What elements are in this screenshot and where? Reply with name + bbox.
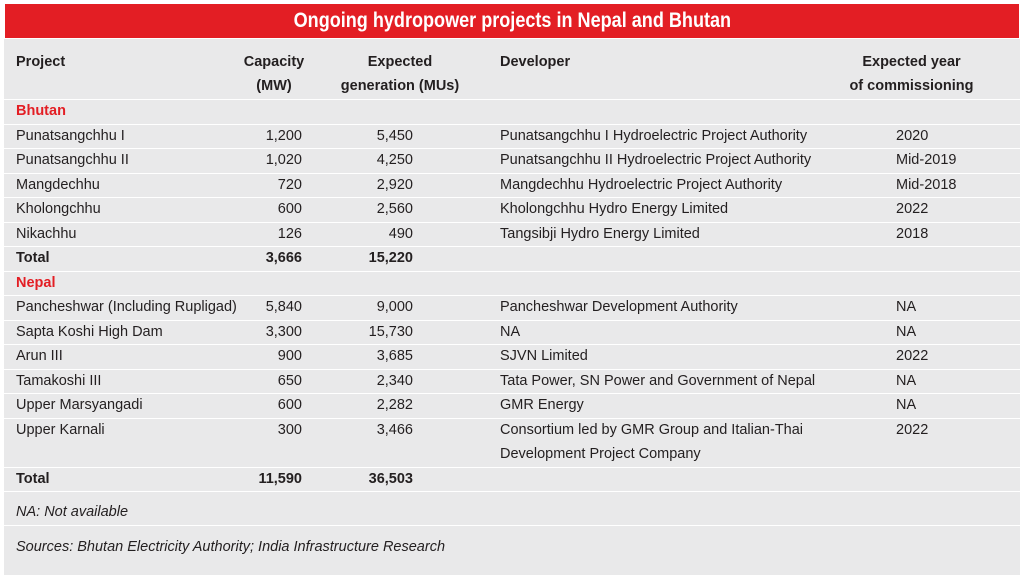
- project-name: Sapta Koshi High Dam: [16, 323, 163, 340]
- developer-name: Tangsibji Hydro Energy Limited: [500, 225, 700, 242]
- capacity-value: 300: [277, 421, 302, 438]
- developer-name: Pancheshwar Development Authority: [500, 299, 738, 315]
- header-generation-line2: generation (MUs): [340, 78, 460, 94]
- table-row: [4, 197, 1020, 221]
- project-name: Arun III: [16, 348, 63, 364]
- table-row: [4, 393, 1020, 417]
- commissioning-year: 2022: [896, 348, 929, 364]
- commissioning-year: 2020: [896, 127, 929, 144]
- generation-value: 15,730: [368, 323, 413, 340]
- commissioning-year: NA: [896, 397, 917, 413]
- sources-note: Sources: Bhutan Electricity Authority; India Infrastructure Research: [16, 539, 446, 555]
- generation-value: 4,250: [376, 152, 413, 168]
- total-generation: 36,503: [368, 470, 413, 487]
- project-name: Tamakoshi III: [16, 372, 102, 389]
- capacity-value: 1,200: [265, 127, 302, 144]
- capacity-value: 126: [277, 225, 302, 242]
- divider: [4, 525, 1020, 526]
- table-title: Ongoing hydropower projects in Nepal and Bhutan: [293, 9, 731, 32]
- developer-name: Tata Power, SN Power and Government of Nepal: [500, 372, 816, 389]
- developer-name: Punatsangchhu II Hydroelectric Project Authority: [500, 152, 812, 168]
- table-row: [4, 418, 1020, 467]
- table-row: [4, 344, 1020, 368]
- table-row: [4, 369, 1020, 393]
- total-label: Total: [16, 470, 50, 487]
- section-row-nepal: [4, 271, 1020, 295]
- header-generation-line1: Expected: [367, 54, 433, 70]
- commissioning-year: 2022: [896, 201, 929, 217]
- header-year-line1: Expected year: [862, 54, 961, 70]
- capacity-value: 650: [277, 372, 302, 389]
- header-developer: Developer: [500, 54, 571, 70]
- project-name: Kholongchhu: [16, 201, 101, 217]
- capacity-value: 3,300: [265, 323, 302, 340]
- header-project: Project: [16, 54, 66, 70]
- header-year-line2: of commissioning: [849, 78, 974, 94]
- commissioning-year: Mid-2019: [896, 152, 957, 168]
- project-name: Pancheshwar (Including Rupligad): [16, 299, 237, 315]
- table-row: [4, 222, 1020, 246]
- generation-value: 2,340: [376, 372, 413, 389]
- table-row: [4, 295, 1020, 319]
- developer-name: SJVN Limited: [500, 348, 588, 364]
- commissioning-year: 2022: [896, 421, 929, 438]
- generation-value: 5,450: [376, 127, 413, 144]
- capacity-value: 1,020: [265, 152, 302, 168]
- generation-value: 9,000: [376, 299, 413, 315]
- section-label: Bhutan: [16, 103, 66, 119]
- total-capacity: 3,666: [265, 250, 302, 266]
- capacity-value: 600: [277, 201, 302, 217]
- section-row-bhutan: [4, 99, 1020, 123]
- section-label: Nepal: [16, 274, 56, 291]
- divider: [4, 491, 1020, 492]
- total-row-nepal: [4, 467, 1020, 491]
- project-name: Upper Marsyangadi: [16, 397, 143, 413]
- developer-name: Punatsangchhu I Hydroelectric Project Authority: [500, 127, 808, 144]
- generation-value: 3,685: [376, 348, 413, 364]
- commissioning-year: Mid-2018: [896, 176, 957, 193]
- project-name: Punatsangchhu II: [16, 152, 129, 168]
- generation-value: 490: [388, 225, 413, 242]
- table-row: [4, 173, 1020, 197]
- total-capacity: 11,590: [258, 470, 302, 487]
- generation-value: 3,466: [376, 421, 413, 438]
- commissioning-year: NA: [896, 372, 917, 389]
- header-capacity-line1: Capacity: [243, 54, 305, 70]
- developer-name-continued: Development Project Company: [500, 445, 701, 462]
- generation-value: 2,282: [376, 397, 413, 413]
- title-bar: [4, 3, 1020, 39]
- developer-name: Kholongchhu Hydro Energy Limited: [500, 201, 729, 217]
- commissioning-year: 2018: [896, 225, 929, 242]
- capacity-value: 600: [277, 397, 302, 413]
- generation-value: 2,560: [376, 201, 413, 217]
- table-row: [4, 124, 1020, 148]
- total-label: Total: [16, 250, 50, 266]
- footnote: NA: Not available: [16, 504, 129, 520]
- developer-name: Mangdechhu Hydroelectric Project Authority: [500, 176, 783, 193]
- capacity-value: 900: [277, 348, 302, 364]
- generation-value: 2,920: [376, 176, 413, 193]
- project-name: Nikachhu: [16, 225, 77, 242]
- developer-name: GMR Energy: [500, 397, 584, 413]
- commissioning-year: NA: [896, 323, 917, 340]
- total-generation: 15,220: [368, 250, 413, 266]
- commissioning-year: NA: [896, 299, 917, 315]
- header-capacity-line2: (MW): [256, 78, 292, 94]
- table-card: [4, 3, 1020, 575]
- project-name: Upper Karnali: [16, 421, 105, 438]
- capacity-value: 5,840: [265, 299, 302, 315]
- project-name: Mangdechhu: [16, 176, 100, 193]
- table-row: [4, 148, 1020, 172]
- capacity-value: 720: [277, 176, 302, 193]
- table-row: [4, 320, 1020, 344]
- total-row-bhutan: [4, 246, 1020, 270]
- developer-name: Consortium led by GMR Group and Italian-Thai: [500, 421, 804, 438]
- project-name: Punatsangchhu I: [16, 127, 125, 144]
- developer-name: NA: [500, 323, 521, 340]
